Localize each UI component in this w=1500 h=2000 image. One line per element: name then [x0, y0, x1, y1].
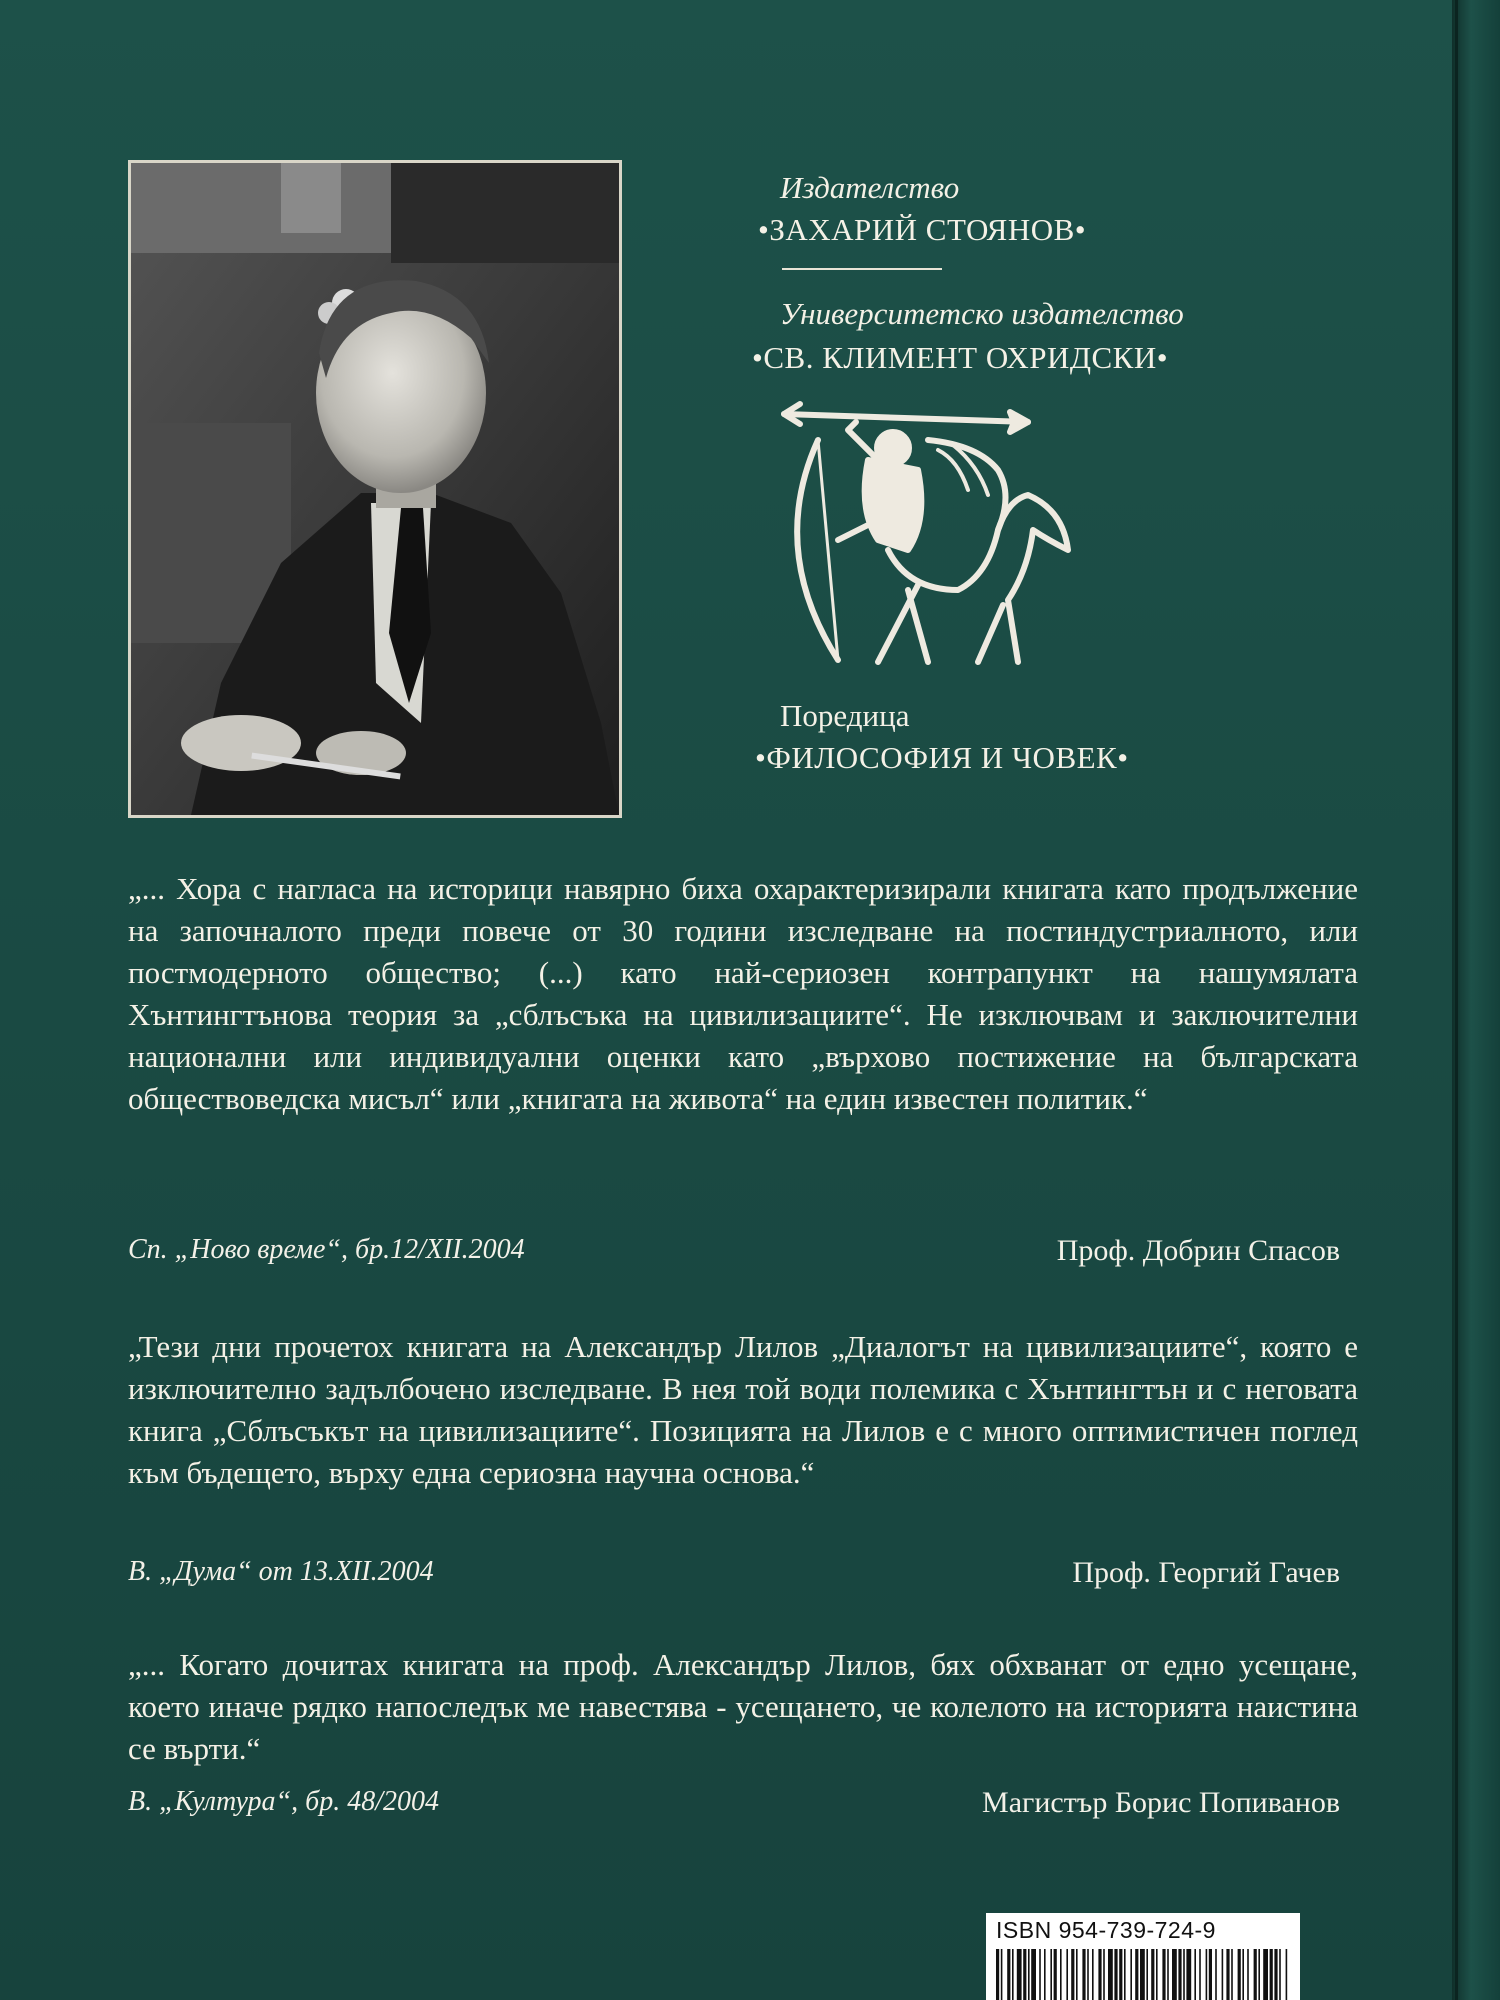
barcode-bar	[1209, 1949, 1212, 2000]
spine-edge	[1455, 0, 1458, 2000]
publisher1-name-block	[758, 212, 1358, 248]
publisher2-label: Университетско издателство	[780, 296, 1184, 331]
quote-3-attribution	[128, 1786, 1340, 1826]
barcode-bar	[1098, 1949, 1101, 2000]
publisher1-label: Издателство	[780, 170, 960, 205]
barcode-bar	[1031, 1949, 1036, 2000]
barcode-bar	[1242, 1949, 1244, 2000]
centaur-archer-logo	[778, 400, 1078, 680]
barcode-bar	[1001, 1949, 1003, 2000]
series-name-block	[755, 740, 1355, 776]
barcode-bar	[1167, 1949, 1169, 2000]
barcode-bar	[1054, 1949, 1057, 2000]
barcode-bar	[1135, 1949, 1138, 2000]
barcode-bar	[1172, 1949, 1177, 2000]
publisher2-name: •СВ. КЛИМЕНТ ОХРИДСКИ•	[752, 340, 1169, 375]
barcode-bar	[1263, 1949, 1268, 2000]
barcode-bar	[1087, 1949, 1089, 2000]
publisher2-block	[780, 296, 1380, 332]
barcode-bar	[1124, 1949, 1126, 2000]
publisher1-block	[780, 170, 1380, 206]
barcode-bar	[1108, 1949, 1113, 2000]
quote-2-author: Проф. Георгий Гачев	[1072, 1556, 1340, 1589]
isbn-barcode-label	[986, 1913, 1300, 2000]
barcode-bar	[1270, 1949, 1273, 2000]
quote-3-source: В. „Култура“, бр. 48/2004	[128, 1786, 439, 1817]
publisher-divider	[782, 268, 942, 270]
centaur-archer-icon	[778, 400, 1078, 680]
author-photo-drawing	[131, 163, 619, 815]
barcode-bar	[1140, 1949, 1145, 2000]
barcode-bar	[1279, 1949, 1281, 2000]
quote-1-source: Сп. „Ново време“, бр.12/XII.2004	[128, 1234, 525, 1265]
series-name: •ФИЛОСОФИЯ И ЧОВЕК•	[755, 740, 1129, 775]
barcode-bar	[1178, 1949, 1181, 2000]
barcode-bar	[1286, 1949, 1288, 2000]
barcode-bar	[1247, 1949, 1249, 2000]
publisher2-name-block	[752, 340, 1352, 376]
barcode-bar	[1039, 1949, 1041, 2000]
barcode-icon	[994, 1949, 1292, 2000]
barcode-bar	[1151, 1949, 1154, 2000]
quote-3-text: „... Когато дочитах книгата на проф. Александър Лилов, бях обхванат от едно усещане, което иначе рядко напоследък ме навестява - усещането, че колелото на историята наистина се върти.“	[128, 1647, 1358, 1766]
quote-3-author: Магистър Борис Попиванов	[982, 1786, 1340, 1819]
barcode-bar	[1222, 1949, 1224, 2000]
barcode-bar	[1012, 1949, 1014, 2000]
barcode-bar	[1206, 1949, 1208, 2000]
isbn-number: ISBN 954-739-724-9	[996, 1917, 1216, 1943]
series-label: Поредица	[780, 698, 910, 733]
barcode-bar	[1194, 1949, 1196, 2000]
barcode-bar	[1103, 1949, 1105, 2000]
barcode-bar	[1119, 1949, 1122, 2000]
barcode-bar	[1156, 1949, 1158, 2000]
barcode-bar	[1007, 1949, 1010, 2000]
barcode-bar	[996, 1949, 999, 2000]
barcode-bar	[1050, 1949, 1052, 2000]
barcode-bar	[1186, 1949, 1191, 2000]
barcode-bar	[1066, 1949, 1068, 2000]
barcode-bar	[1076, 1949, 1078, 2000]
barcode-bar	[1226, 1949, 1229, 2000]
barcode-bar	[1146, 1949, 1148, 2000]
barcode-bar	[1092, 1949, 1094, 2000]
author-photo	[128, 160, 622, 818]
barcode-bar	[1017, 1949, 1022, 2000]
book-spine	[1452, 0, 1500, 2000]
quote-2-attribution	[128, 1556, 1340, 1596]
barcode-bar	[1274, 1949, 1277, 2000]
barcode-bar	[1082, 1949, 1085, 2000]
barcode-bar	[1258, 1949, 1260, 2000]
barcode-bar	[1114, 1949, 1117, 2000]
barcode-bar	[1023, 1949, 1026, 2000]
barcode-bar	[1044, 1949, 1046, 2000]
publisher1-name: •ЗАХАРИЙ СТОЯНОВ•	[758, 212, 1087, 247]
barcode-bar	[1238, 1949, 1241, 2000]
barcode-bar	[1060, 1949, 1062, 2000]
barcode-bar	[1130, 1949, 1132, 2000]
quote-2-text: „Тези дни прочетох книгата на Александър Лилов „Диалогът на цивилизациите“, която е изключително задълбочено изследване. В нея той води полемика с Хънтингтън и с неговата книга „Сблъсъкът на цивилизациите“. Позицията на Лилов е с много оптимистичен поглед към бъдещето, върху една сериозна научна основа.“	[128, 1329, 1358, 1490]
barcode-bar	[1231, 1949, 1233, 2000]
barcode-bar	[1199, 1949, 1201, 2000]
barcode-bar	[1183, 1949, 1185, 2000]
quote-1-text: „... Хора с нагласа на историци навярно биха охарактеризирали книгата като продължение на започналото преди повече от 30 години изследване на постиндустриалното, или постмодерното общество; (...) като най-сериозен контрапункт на нашумялата Хънтингтънова теория за „сблъсъка на цивилизациите“. Не изключвам и заключителни национални или индивидуални оценки като „върхово постижение на българската обществоведска мисъл“ или „книгата на живота“ на един известен политик.“	[128, 871, 1358, 1116]
barcode-bar	[1215, 1949, 1217, 2000]
quote-1-author: Проф. Добрин Спасов	[1056, 1234, 1340, 1267]
series-label-block	[780, 698, 1380, 734]
barcode-bar	[1162, 1949, 1165, 2000]
barcode-bar	[1254, 1949, 1257, 2000]
quote-2-source: В. „Дума“ от 13.XII.2004	[128, 1556, 434, 1587]
barcode-bar	[1028, 1949, 1030, 2000]
quote-1-attribution	[128, 1234, 1340, 1274]
barcode-bar	[1071, 1949, 1074, 2000]
